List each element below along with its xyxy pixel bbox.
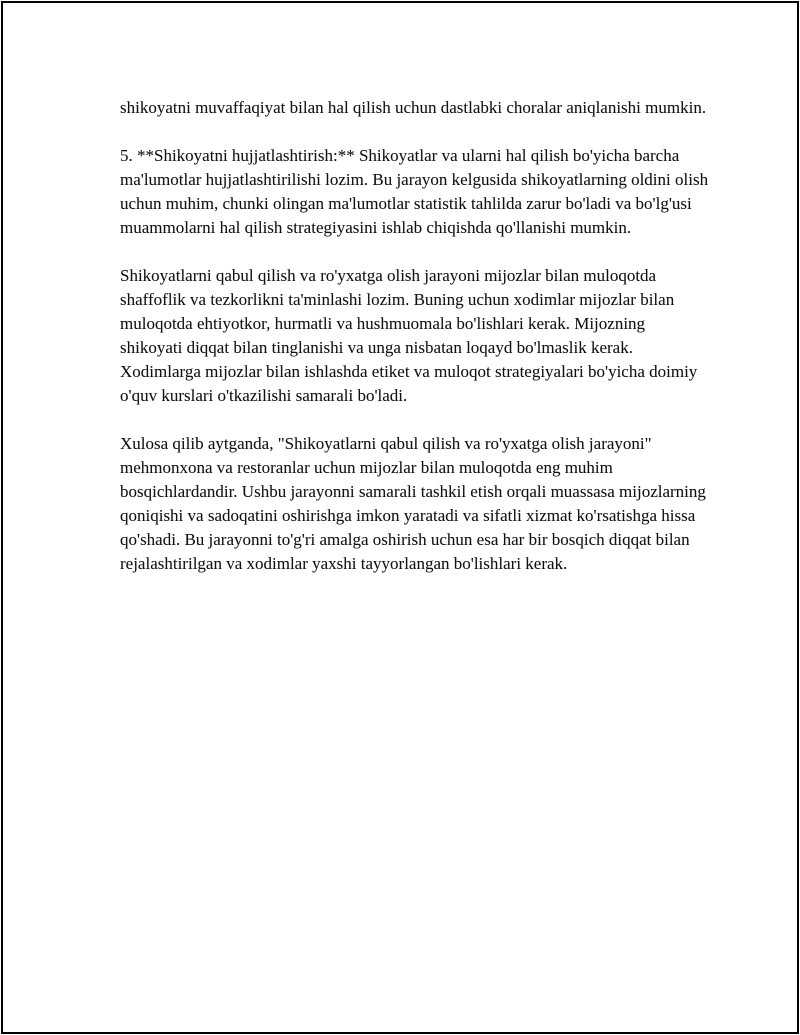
- paragraph-documentation-step: 5. **Shikoyatni hujjatlashtirish:** Shikoyatlar va ularni hal qilish bo'yicha barcha ma'lumotlar hujjatlashtirilishi lozim. Bu jarayon kelgusida shikoyatlarning oldini olish uchun muhim, chunki olingan ma'lumotlar statistik tahlilda zarur bo'ladi va bo'lg'usi muammolarni hal qilish strategiyasini ishlab chiqishda qo'llanishi mumkin.: [120, 146, 709, 237]
- document-page: [1, 1, 799, 1034]
- paragraph-reception-process: Shikoyatlarni qabul qilish va ro'yxatga olish jarayoni mijozlar bilan muloqotda shaffoflik va tezkorlikni ta'minlashi lozim. Buning uchun xodimlar mijozlar bilan muloqotda ehtiyotkor, hurmatli va hushmuomala bo'lishlari kerak. Mijozning shikoyati diqqat bilan tinglanishi va unga nisbatan loqayd bo'lmaslik kerak. Xodimlarga mijozlar bilan ishlashda etiket va muloqot strategiyalari bo'yicha doimiy o'quv kurslari o'tkazilishi samarali bo'ladi.: [120, 266, 698, 405]
- document-body: [120, 96, 710, 576]
- paragraph-continuation: shikoyatni muvaffaqiyat bilan hal qilish uchun dastlabki choralar aniqlanishi mumkin.: [120, 98, 707, 117]
- paragraph-conclusion: Xulosa qilib aytganda, "Shikoyatlarni qabul qilish va ro'yxatga olish jarayoni" mehmonxona va restoranlar uchun mijozlar bilan muloqotda eng muhim bosqichlardandir. Ushbu jarayonni samarali tashkil etish orqali muassasa mijozlarning qoniqishi va sadoqatini oshirishga imkon yaratadi va sifatli xizmat ko'rsatishga hissa qo'shadi. Bu jarayonni to'g'ri amalga oshirish uchun esa har bir bosqich diqqat bilan rejalashtirilgan va xodimlar yaxshi tayyorlangan bo'lishlari kerak.: [120, 434, 706, 573]
